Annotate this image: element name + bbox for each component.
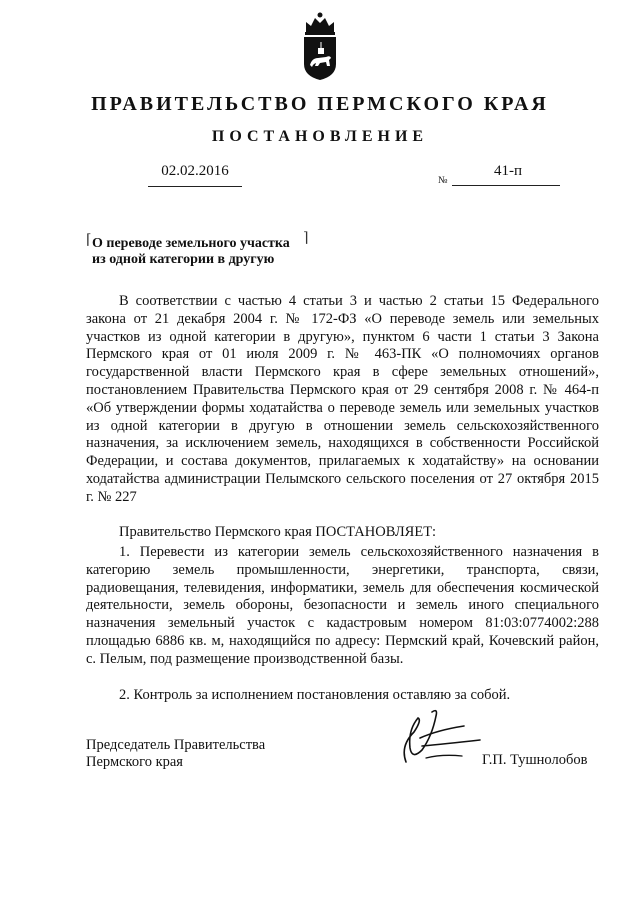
item-2-text: 2. Контроль за исполнением постановления оставляю за собой. — [119, 687, 511, 703]
subject-line-1: О переводе земельного участка — [92, 236, 290, 251]
item-1-text: 1. Перевести из категории земель сельскохозяйственного назначения в категорию земель промышленности, энергетики, транспорта, связи, радиовещания, телевидения, информатики, земель для обеспечения космической деятельности, земель обороны, безопасности и земель иного специального назначения земельный участок с кадастровым номером 81:03:0774002:288 площадью 6886 кв. м, находящийся по адресу: Пермский край, Кочевский район, с. Пелым, под размещение производственной базы. — [86, 544, 599, 667]
subject-corner-left: ⌈ — [86, 233, 92, 248]
date-underline — [148, 186, 242, 187]
number-underline — [452, 185, 560, 186]
preamble-paragraph — [86, 293, 599, 507]
subject-corner-right: ⌉ — [303, 231, 309, 246]
signer-position-line-2: Пермского края — [86, 754, 183, 770]
item-2-paragraph — [86, 687, 599, 705]
document-subject — [92, 236, 290, 268]
document-date: 02.02.2016 — [161, 163, 229, 179]
handwritten-signature — [392, 700, 492, 770]
preamble-text: В соответствии с частью 4 статьи 3 и частью 2 статьи 15 Федерального закона от 21 декабря 2004 г. № 172-ФЗ «О переводе земель или земельных участков из одной категории в другую», пунктом 6 части 1 статьи 3 Закона Пермского края от 01 июля 2009 г. № 463-ПК «О полномочиях органов государственной власти Пермского края в сфере земельных отношений», постановлением Правительства Пермского края от 29 сентября 2008 г. № 464-п «Об утверждении формы ходатайства о переводе земель или земельных участков из одной категории в другую в отношении земель сельскохозяйственного назначения, за исключением земель, находящихся в собственности Российской Федерации, и состава документов, прилагаемых к ходатайству» на основании ходатайства администрации Пелымского сельского поселения от 27 октября 2015 г. № 227 — [86, 293, 599, 505]
document-number: 41-п — [493, 163, 523, 179]
perm-krai-coat-of-arms-icon — [300, 10, 340, 82]
document-type: ПОСТАНОВЛЕНИЕ — [211, 128, 429, 145]
item-1-paragraph — [86, 544, 599, 669]
resolve-intro-paragraph — [86, 524, 599, 542]
government-title: ПРАВИТЕЛЬСТВО ПЕРМСКОГО КРАЯ — [91, 93, 549, 115]
number-sign: № — [438, 175, 448, 186]
resolve-intro-text: Правительство Пермского края ПОСТАНОВЛЯЕТ: — [119, 524, 437, 540]
signer-position-line-1: Председатель Правительства — [86, 737, 266, 753]
signer-name: Г.П. Тушнолобов — [482, 752, 588, 768]
subject-line-2: из одной категории в другую — [92, 252, 275, 267]
